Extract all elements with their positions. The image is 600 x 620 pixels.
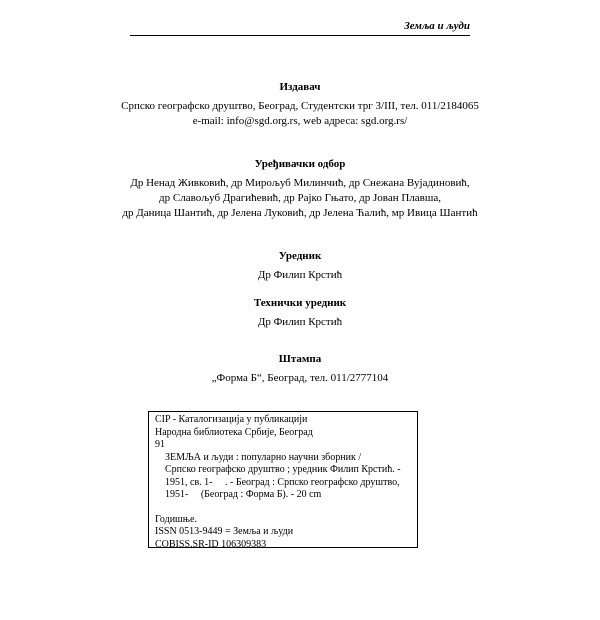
editorial-board-section: [0, 157, 600, 221]
header-rule: [130, 35, 470, 36]
print-section: [0, 352, 600, 386]
technical-editor-section: [0, 296, 600, 330]
cip-line: Српско географско друштво ; уредник Филип Крстић. -: [155, 464, 401, 475]
cip-line: 1951- (Београд : Форма Б). - 20 cm: [155, 489, 322, 500]
cip-line: 91: [155, 439, 165, 450]
technical-editor-name: Др Филип Крстић: [257, 316, 343, 328]
editor-section: [0, 249, 600, 283]
technical-editor-heading: Технички уредник: [253, 297, 347, 309]
publisher-address: Српско географско друштво, Београд, Студентски трг 3/III, тел. 011/2184065: [121, 100, 479, 112]
cip-line: Народна библиотека Србије, Београд: [155, 426, 313, 438]
running-header-title: Земља и људи: [404, 20, 470, 32]
publisher-section: [0, 80, 600, 129]
publisher-contact: e-mail: info@sgd.org.rs, web адреса: sgd.org.rs/: [192, 115, 408, 127]
cip-line: COBISS.SR-ID 106309383: [155, 538, 267, 550]
editorial-board-line: др Славољуб Драгићевић, др Рајко Гњато, др Јован Плавша,: [159, 192, 441, 204]
cip-line: CIP - Каталогизација у публикацији: [155, 414, 308, 425]
cip-line: 1951, св. 1- . - Београд : Српско географско друштво,: [155, 476, 400, 488]
publisher-heading: Издавач: [279, 81, 321, 93]
cip-line: ISSN 0513-9449 = Земља и људи: [155, 526, 294, 537]
cip-line: ЗЕМЉА и људи : популарно научни зборник /: [155, 451, 362, 463]
editor-heading: Уредник: [278, 250, 322, 262]
editorial-board-line: др Даница Шантић, др Јелена Луковић, др Јелена Ћалић, мр Ивица Шантић: [122, 207, 478, 219]
editor-name: Др Филип Крстић: [257, 269, 343, 281]
editorial-board-heading: Уређивачки одбор: [254, 158, 346, 170]
editorial-board-line: Др Ненад Живковић, др Мирољуб Милинчић, др Снежана Вујадиновић,: [130, 177, 470, 189]
print-heading: Штампа: [278, 353, 322, 365]
print-info: „Форма Б“, Београд, тел. 011/2777104: [211, 372, 389, 384]
cip-record-box: [148, 411, 418, 548]
cip-line: Годишње.: [155, 513, 197, 525]
